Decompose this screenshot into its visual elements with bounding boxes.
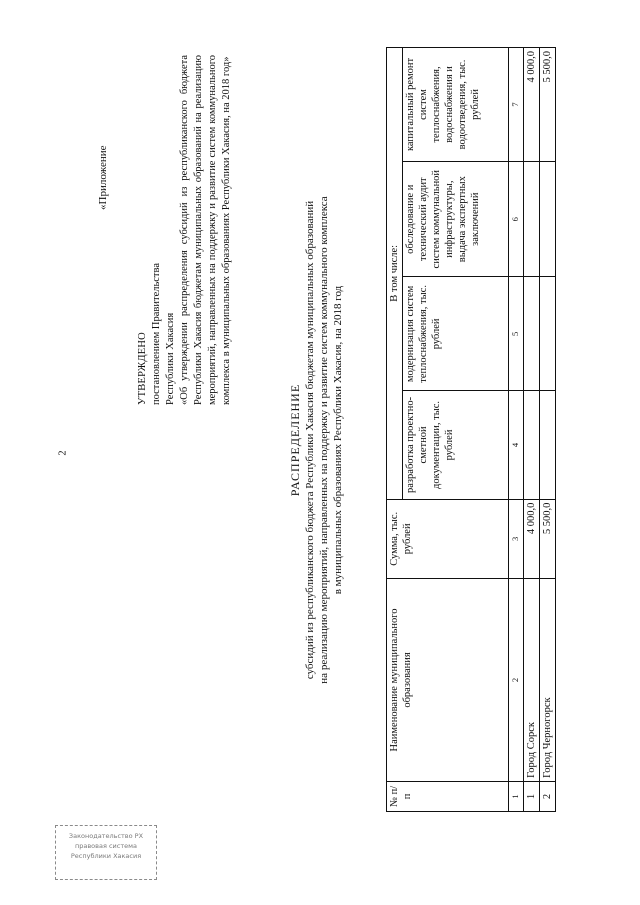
column-number: 6: [509, 161, 524, 276]
column-number: 1: [509, 781, 524, 811]
municipality-name: Город Черногорск: [540, 579, 556, 782]
row-number: 1: [524, 781, 540, 811]
row-sum: 4 000,0: [524, 499, 540, 578]
document-title-block: [288, 20, 345, 860]
legal-system-stamp: [55, 825, 157, 880]
header-including-group: В том числе:: [387, 48, 403, 500]
approval-block: [136, 55, 234, 405]
row-number: 2: [540, 781, 556, 811]
title-line-3: в муниципальных образованиях Республики Хакасия, на 2018 год: [332, 285, 344, 595]
row-design-documentation: [540, 391, 556, 499]
header-sum: Сумма, тыс. рублей: [387, 499, 509, 578]
approved-heading: УТВЕРЖДЕНО: [137, 332, 148, 405]
row-sum: 5 500,0: [540, 499, 556, 578]
table-header-row: [387, 48, 403, 812]
header-heating-modernization: модернизация систем теплоснабжения, тыс. рублей: [403, 277, 509, 391]
document-body: [30, 20, 610, 860]
row-heating-modernization: [540, 277, 556, 391]
title-line-2: на реализацию мероприятий, направленных на поддержку и развитие систем коммунального комплекса: [318, 196, 330, 684]
annex-label: «Приложение: [97, 145, 109, 210]
page-number: 2: [57, 450, 69, 456]
row-capital-repair: 5 500,0: [540, 48, 556, 162]
stamp-line-3: Республики Хакасия: [70, 852, 142, 860]
header-number: № п/п: [387, 781, 509, 811]
row-infrastructure-audit: [524, 161, 540, 276]
approval-resolution-text: «Об утверждении распределения субсидий из республиканского бюджета Республики Хакасия бюджетам муниципальных образований на реализацию мероприятий, направленных на поддержку и развитие систем коммунального комплекса в муниципальных образованиях Республики Хакасия, на 2018 год»: [179, 55, 232, 405]
column-number: 5: [509, 277, 524, 391]
stamp-line-2: правовая система: [74, 842, 137, 850]
header-infrastructure-audit: обследование и технический аудит систем коммунальной инфраструктуры, выдача экспертных заключений: [403, 161, 509, 276]
stamp-line-1: Законодательство РХ: [68, 832, 144, 840]
approval-line-1: постановлением Правительства: [151, 262, 162, 405]
document-title: РАСПРЕДЕЛЕНИЕ: [288, 383, 302, 497]
municipality-name: Город Сорск: [524, 579, 540, 782]
row-design-documentation: [524, 391, 540, 499]
column-number-row: [509, 48, 524, 812]
column-number: 4: [509, 391, 524, 499]
row-capital-repair: 4 000,0: [524, 48, 540, 162]
distribution-table: [386, 47, 556, 812]
row-heating-modernization: [524, 277, 540, 391]
row-infrastructure-audit: [540, 161, 556, 276]
title-line-1: субсидий из республиканского бюджета Республики Хакасия бюджетам муниципальных образований: [304, 200, 316, 680]
table-row: [540, 48, 556, 812]
header-municipality-name: Наименование муниципального образования: [387, 579, 509, 782]
approval-line-2: Республики Хакасия: [165, 312, 176, 405]
column-number: 3: [509, 499, 524, 578]
header-design-documentation: разработка проектно-сметной документации, тыс. рублей: [403, 391, 509, 499]
column-number: 2: [509, 579, 524, 782]
column-number: 7: [509, 48, 524, 162]
header-capital-repair: капитальный ремонт систем теплоснабжения, водоснабжения и водоотведения, тыс. рублей: [403, 48, 509, 162]
table-row: [524, 48, 540, 812]
